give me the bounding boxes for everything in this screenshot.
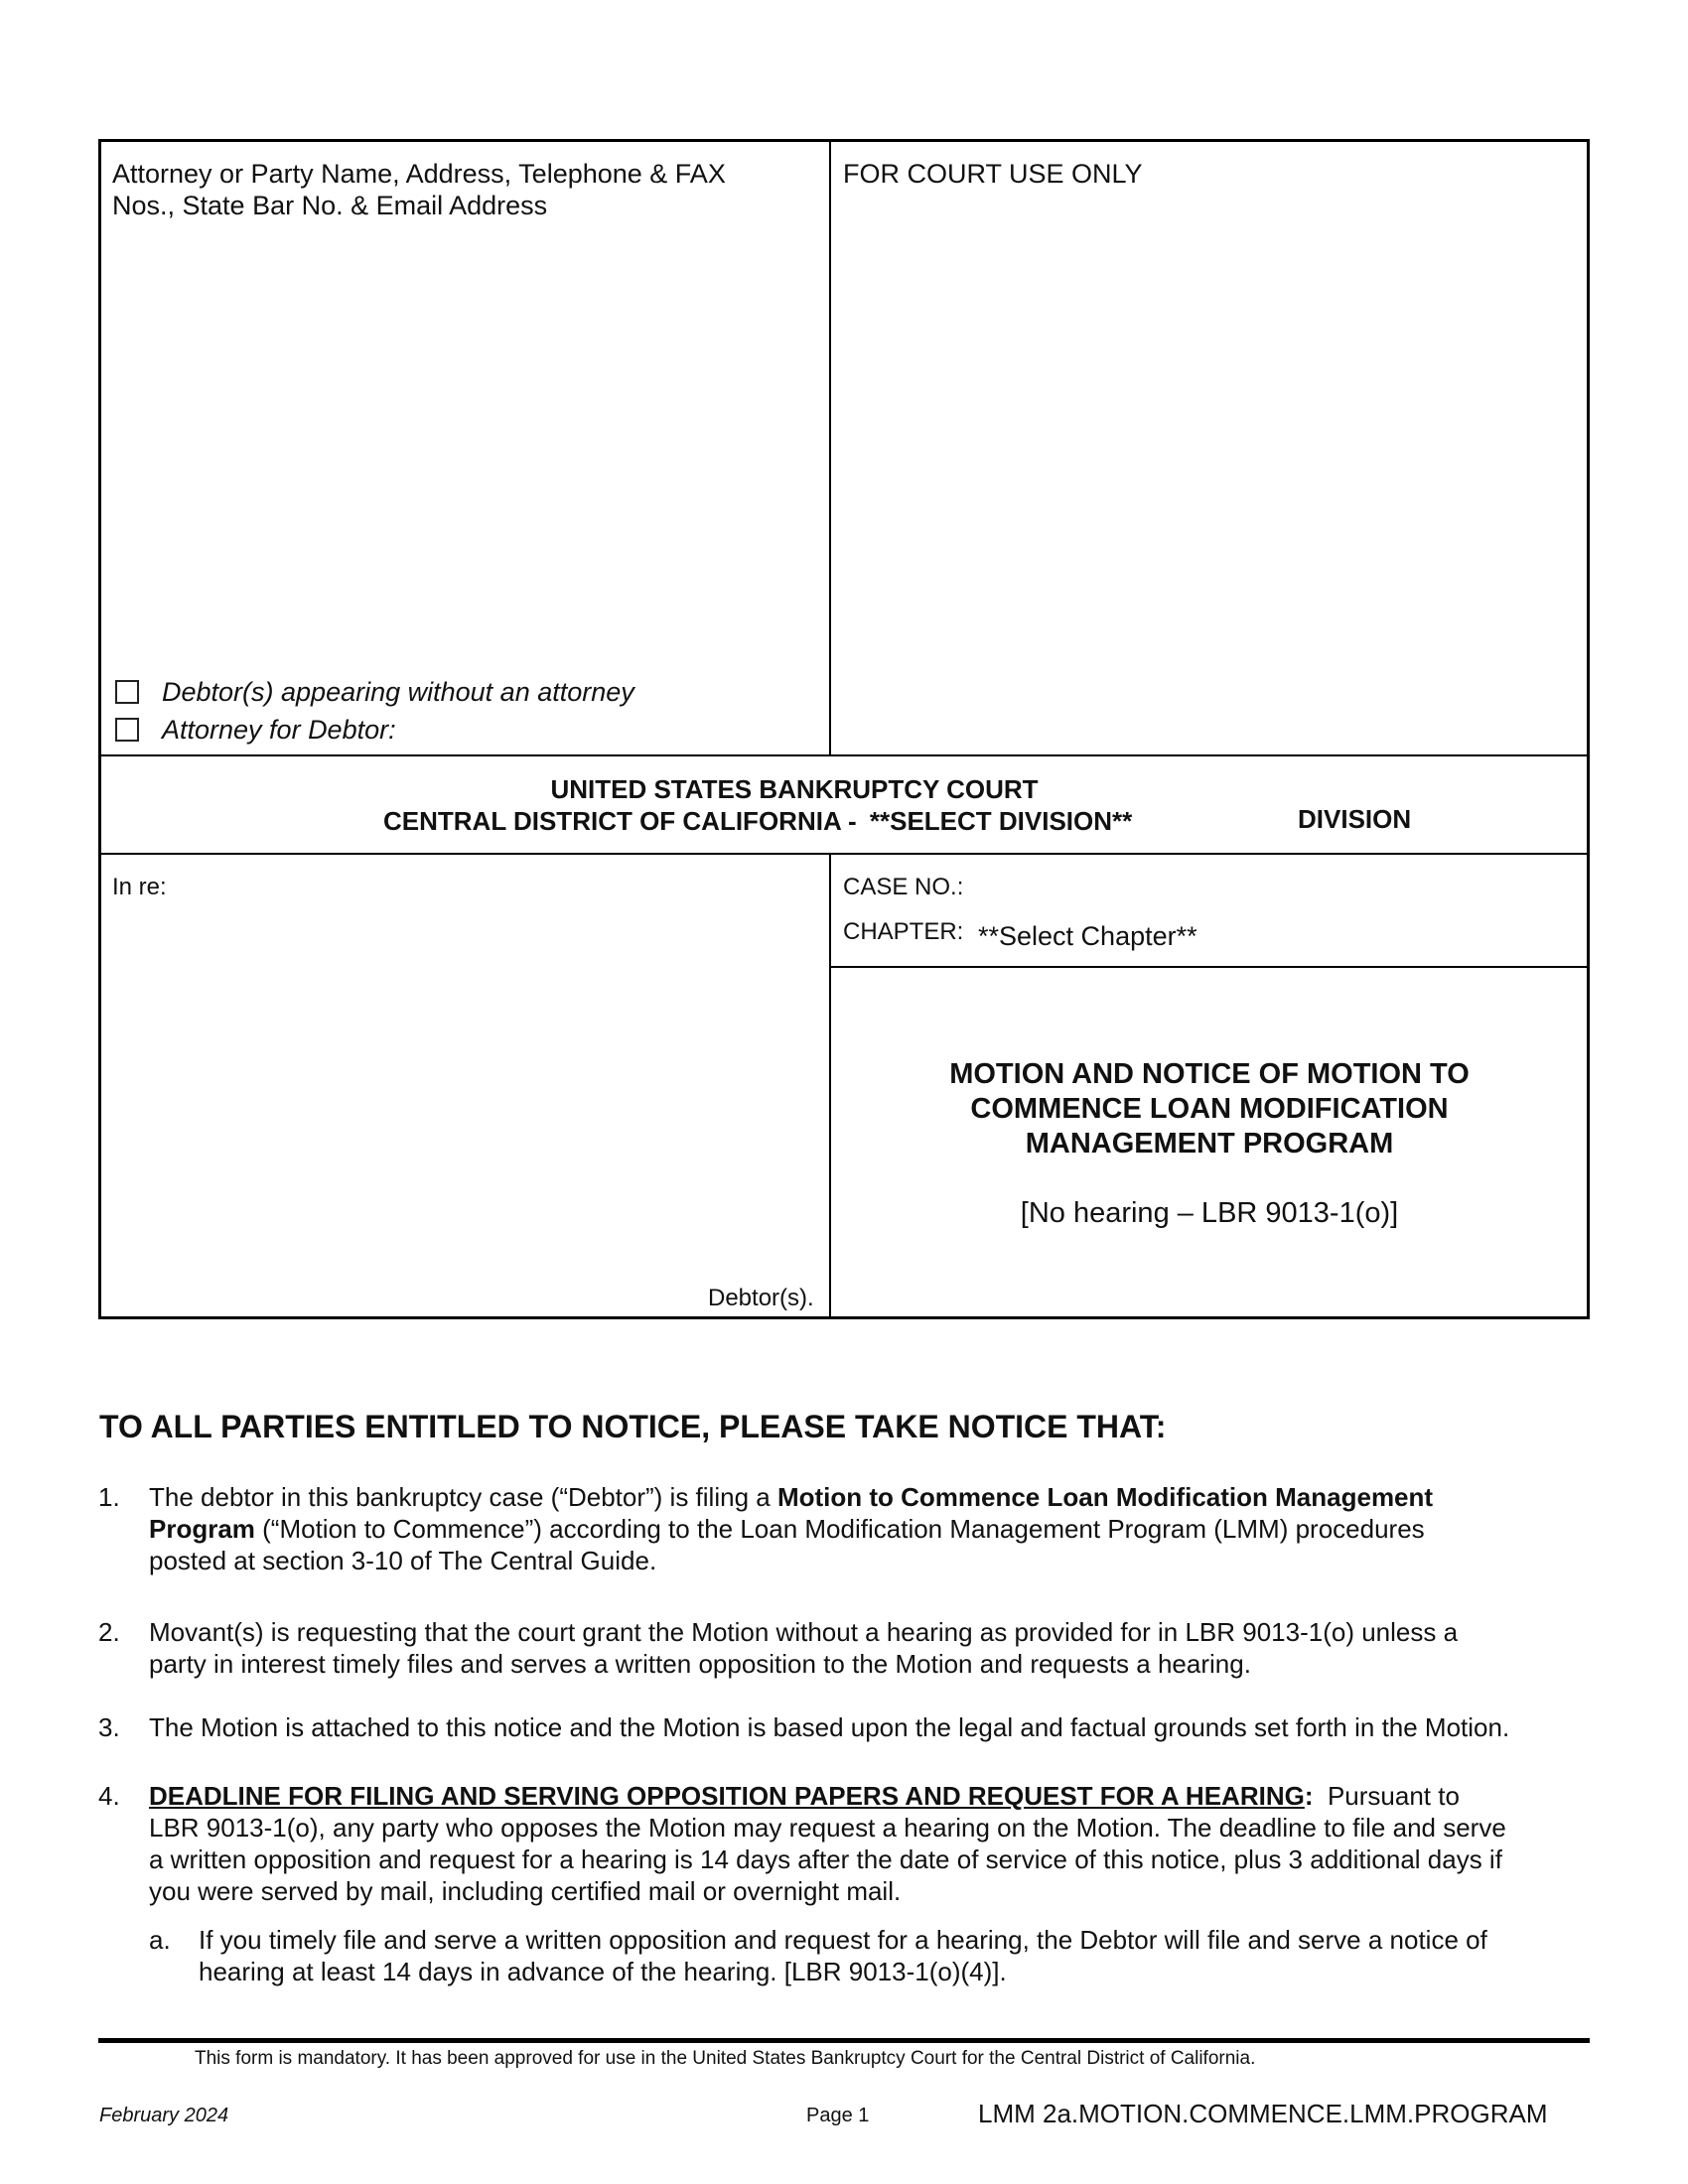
item-1-line1-bold: Motion to Commence Loan Modification Management xyxy=(776,1482,1434,1512)
hearing-note: [No hearing – LBR 9013-1(o)] xyxy=(1020,1197,1399,1229)
item-4-text xyxy=(149,1780,1618,1907)
item-4-line3: a written opposition and request for a hearing is 14 days after the date of service of this notice, plus 3 additional days if xyxy=(149,1844,1502,1874)
item-4a-text xyxy=(199,1924,1609,1987)
item-4a-line2: hearing at least 14 days in advance of the hearing. [LBR 9013-1(o)(4)]. xyxy=(199,1957,1007,1986)
division-select[interactable]: **SELECT DIVISION** xyxy=(869,806,1133,836)
attorney-for-debtor-checkbox[interactable] xyxy=(115,718,139,742)
item-3-line1: The Motion is attached to this notice and the Motion is based upon the legal and factual grounds set forth in the Motion. xyxy=(149,1712,1510,1742)
item-3-number: 3. xyxy=(98,1712,120,1742)
divider-court-top xyxy=(99,754,1589,756)
motion-title-line3: MANAGEMENT PROGRAM xyxy=(1025,1128,1394,1160)
footer-rule xyxy=(98,2038,1590,2043)
in-re-label: In re: xyxy=(112,874,167,900)
item-4a-line1: If you timely file and serve a written opposition and request for a hearing, the Debtor will file and serve a notice of xyxy=(199,1925,1487,1955)
item-4-heading-colon: : xyxy=(1304,1781,1314,1811)
item-4-line2: LBR 9013-1(o), any party who opposes the Motion may request a hearing on the Motion. The deadline to file and serve xyxy=(149,1813,1506,1843)
motion-title xyxy=(830,1057,1589,1161)
item-4-heading: DEADLINE FOR FILING AND SERVING OPPOSITION PAPERS AND REQUEST FOR A HEARING xyxy=(149,1781,1305,1811)
footer-form-id: LMM 2a.MOTION.COMMENCE.LMM.PROGRAM xyxy=(978,2099,1548,2128)
chapter-select[interactable]: **Select Chapter** xyxy=(978,921,1197,951)
debtors-label: Debtor(s). xyxy=(708,1285,814,1311)
item-1-line2-rest: (“Motion to Commence”) according to the Loan Modification Management Program (LMM) procedures xyxy=(254,1514,1425,1544)
item-4-line4: you were served by mail, including certified mail or overnight mail. xyxy=(149,1876,902,1906)
court-name-line1: UNITED STATES BANKRUPTCY COURT xyxy=(550,774,1039,804)
attorney-label-line2: Nos., State Bar No. & Email Address xyxy=(112,191,548,220)
attorney-label xyxy=(112,158,807,221)
item-2-number: 2. xyxy=(98,1617,120,1647)
item-4-number: 4. xyxy=(98,1781,120,1811)
item-1-text xyxy=(149,1481,1599,1576)
footer-mandatory-text: This form is mandatory. It has been approved for use in the United States Bankruptcy Court for the Central District of California. xyxy=(195,2048,1256,2069)
court-use-label: FOR COURT USE ONLY xyxy=(843,159,1143,189)
footer-date: February 2024 xyxy=(99,2105,229,2126)
item-2-line1: Movant(s) is requesting that the court grant the Motion without a hearing as provided for in LBR 9013-1(o) unless a xyxy=(149,1617,1459,1647)
item-2-text xyxy=(149,1616,1599,1680)
debtor-without-attorney-label: Debtor(s) appearing without an attorney xyxy=(162,677,634,707)
division-suffix: DIVISION xyxy=(1298,804,1412,834)
motion-title-line2: COMMENCE LOAN MODIFICATION xyxy=(970,1093,1449,1125)
item-1-line1-prefix: The debtor in this bankruptcy case (“Debtor”) is filing a xyxy=(149,1482,777,1512)
item-1-number: 1. xyxy=(98,1482,120,1512)
motion-title-line1: MOTION AND NOTICE OF MOTION TO xyxy=(949,1058,1470,1090)
divider-chapter-bottom xyxy=(830,966,1589,968)
chapter-label: CHAPTER: xyxy=(843,918,964,945)
item-2-line2: party in interest timely files and serves a written opposition to the Motion and requests a hearing. xyxy=(149,1649,1251,1679)
item-4a-letter: a. xyxy=(149,1925,171,1955)
item-3-text xyxy=(149,1711,1618,1743)
court-name-line2 xyxy=(383,806,1132,836)
divider-court-bottom xyxy=(99,853,1589,855)
footer-page: Page 1 xyxy=(806,2105,870,2126)
attorney-label-line1: Attorney or Party Name, Address, Telephone & FAX xyxy=(112,159,726,189)
item-1-line3: posted at section 3-10 of The Central Guide. xyxy=(149,1546,657,1575)
court-district-text: CENTRAL DISTRICT OF CALIFORNIA - xyxy=(383,806,857,836)
notice-heading: TO ALL PARTIES ENTITLED TO NOTICE, PLEASE TAKE NOTICE THAT: xyxy=(99,1409,1167,1444)
debtor-without-attorney-checkbox[interactable] xyxy=(115,680,139,704)
case-no-label: CASE NO.: xyxy=(843,874,964,900)
item-1-line2-bold: Program xyxy=(149,1514,255,1544)
attorney-for-debtor-label: Attorney for Debtor: xyxy=(162,715,396,745)
divider-top-vertical xyxy=(829,140,831,755)
item-4-line1-rest: Pursuant to xyxy=(1313,1781,1460,1811)
